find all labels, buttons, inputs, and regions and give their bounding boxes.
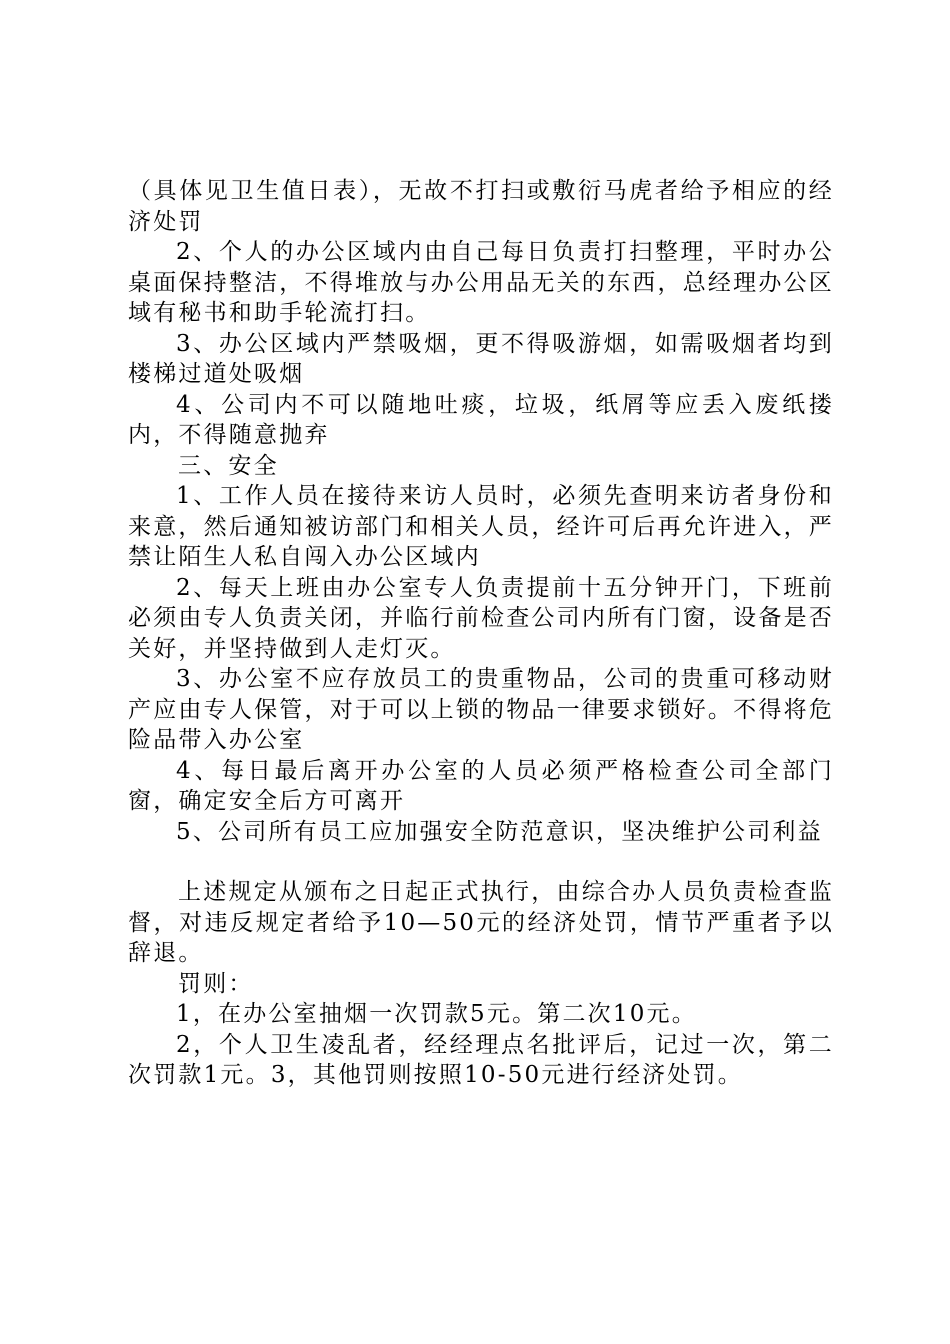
paragraph-hygiene-4: 4、公司内不可以随地吐痰，垃圾，纸屑等应丢入废纸搂内，不得随意抛弃 [128,391,834,448]
paragraph-safety-1: 1、工作人员在接待来访人员时，必须先查明来访者身份和来意，然后通知被访部门和相关人员，经许可后再允许进入，严禁让陌生人私自闯入办公区域内 [128,483,834,570]
paragraph-hygiene-3: 3、办公区域内严禁吸烟，更不得吸游烟，如需吸烟者均到楼梯过道处吸烟 [128,330,834,387]
paragraph-safety-5: 5、公司所有员工应加强安全防范意识，坚决维护公司利益 [176,818,823,845]
paragraph-effective-notice: 上述规定从颁布之日起正式执行，由综合办人员负责检查监督，对违反规定者给予10—50元的经济处罚，情节严重者予以辞退。 [128,879,834,966]
penalty-rule-1: 1，在办公室抽烟一次罚款5元。第二次10元。 [176,1001,697,1027]
penalty-heading: 罚则： [178,970,254,997]
paragraph-safety-4: 4、每日最后离开办公室的人员必须严格检查公司全部门窗，确定安全后方可离开 [128,757,834,814]
paragraph-spacer [128,847,834,877]
paragraph-hygiene-2: 2、个人的办公区域内由自己每日负责打扫整理，平时办公桌面保持整洁，不得堆放与办公用品无关的东西，总经理办公区域有秘书和助手轮流打扫。 [128,239,834,326]
paragraph-hygiene-continued: （具体见卫生值日表），无故不打扫或敷衍马虎者给予相应的经济处罚 [128,178,834,235]
paragraph-safety-3: 3、办公室不应存放员工的贵重物品，公司的贵重可移动财产应由专人保管，对于可以上锁的物品一律要求锁好。不得将危险品带入办公室 [128,666,834,753]
penalty-rule-2: 2，个人卫生凌乱者，经经理点名批评后，记过一次，第二次罚款1元。3，其他罚则按照10-50元进行经济处罚。 [128,1031,834,1088]
section-heading-safety: 三、安全 [178,452,279,479]
paragraph-safety-2: 2、每天上班由办公室专人负责提前十五分钟开门，下班前必须由专人负责关闭，并临行前检查公司内所有门窗，设备是否关好，并坚持做到人走灯灭。 [128,574,834,662]
document-body [128,176,834,1091]
